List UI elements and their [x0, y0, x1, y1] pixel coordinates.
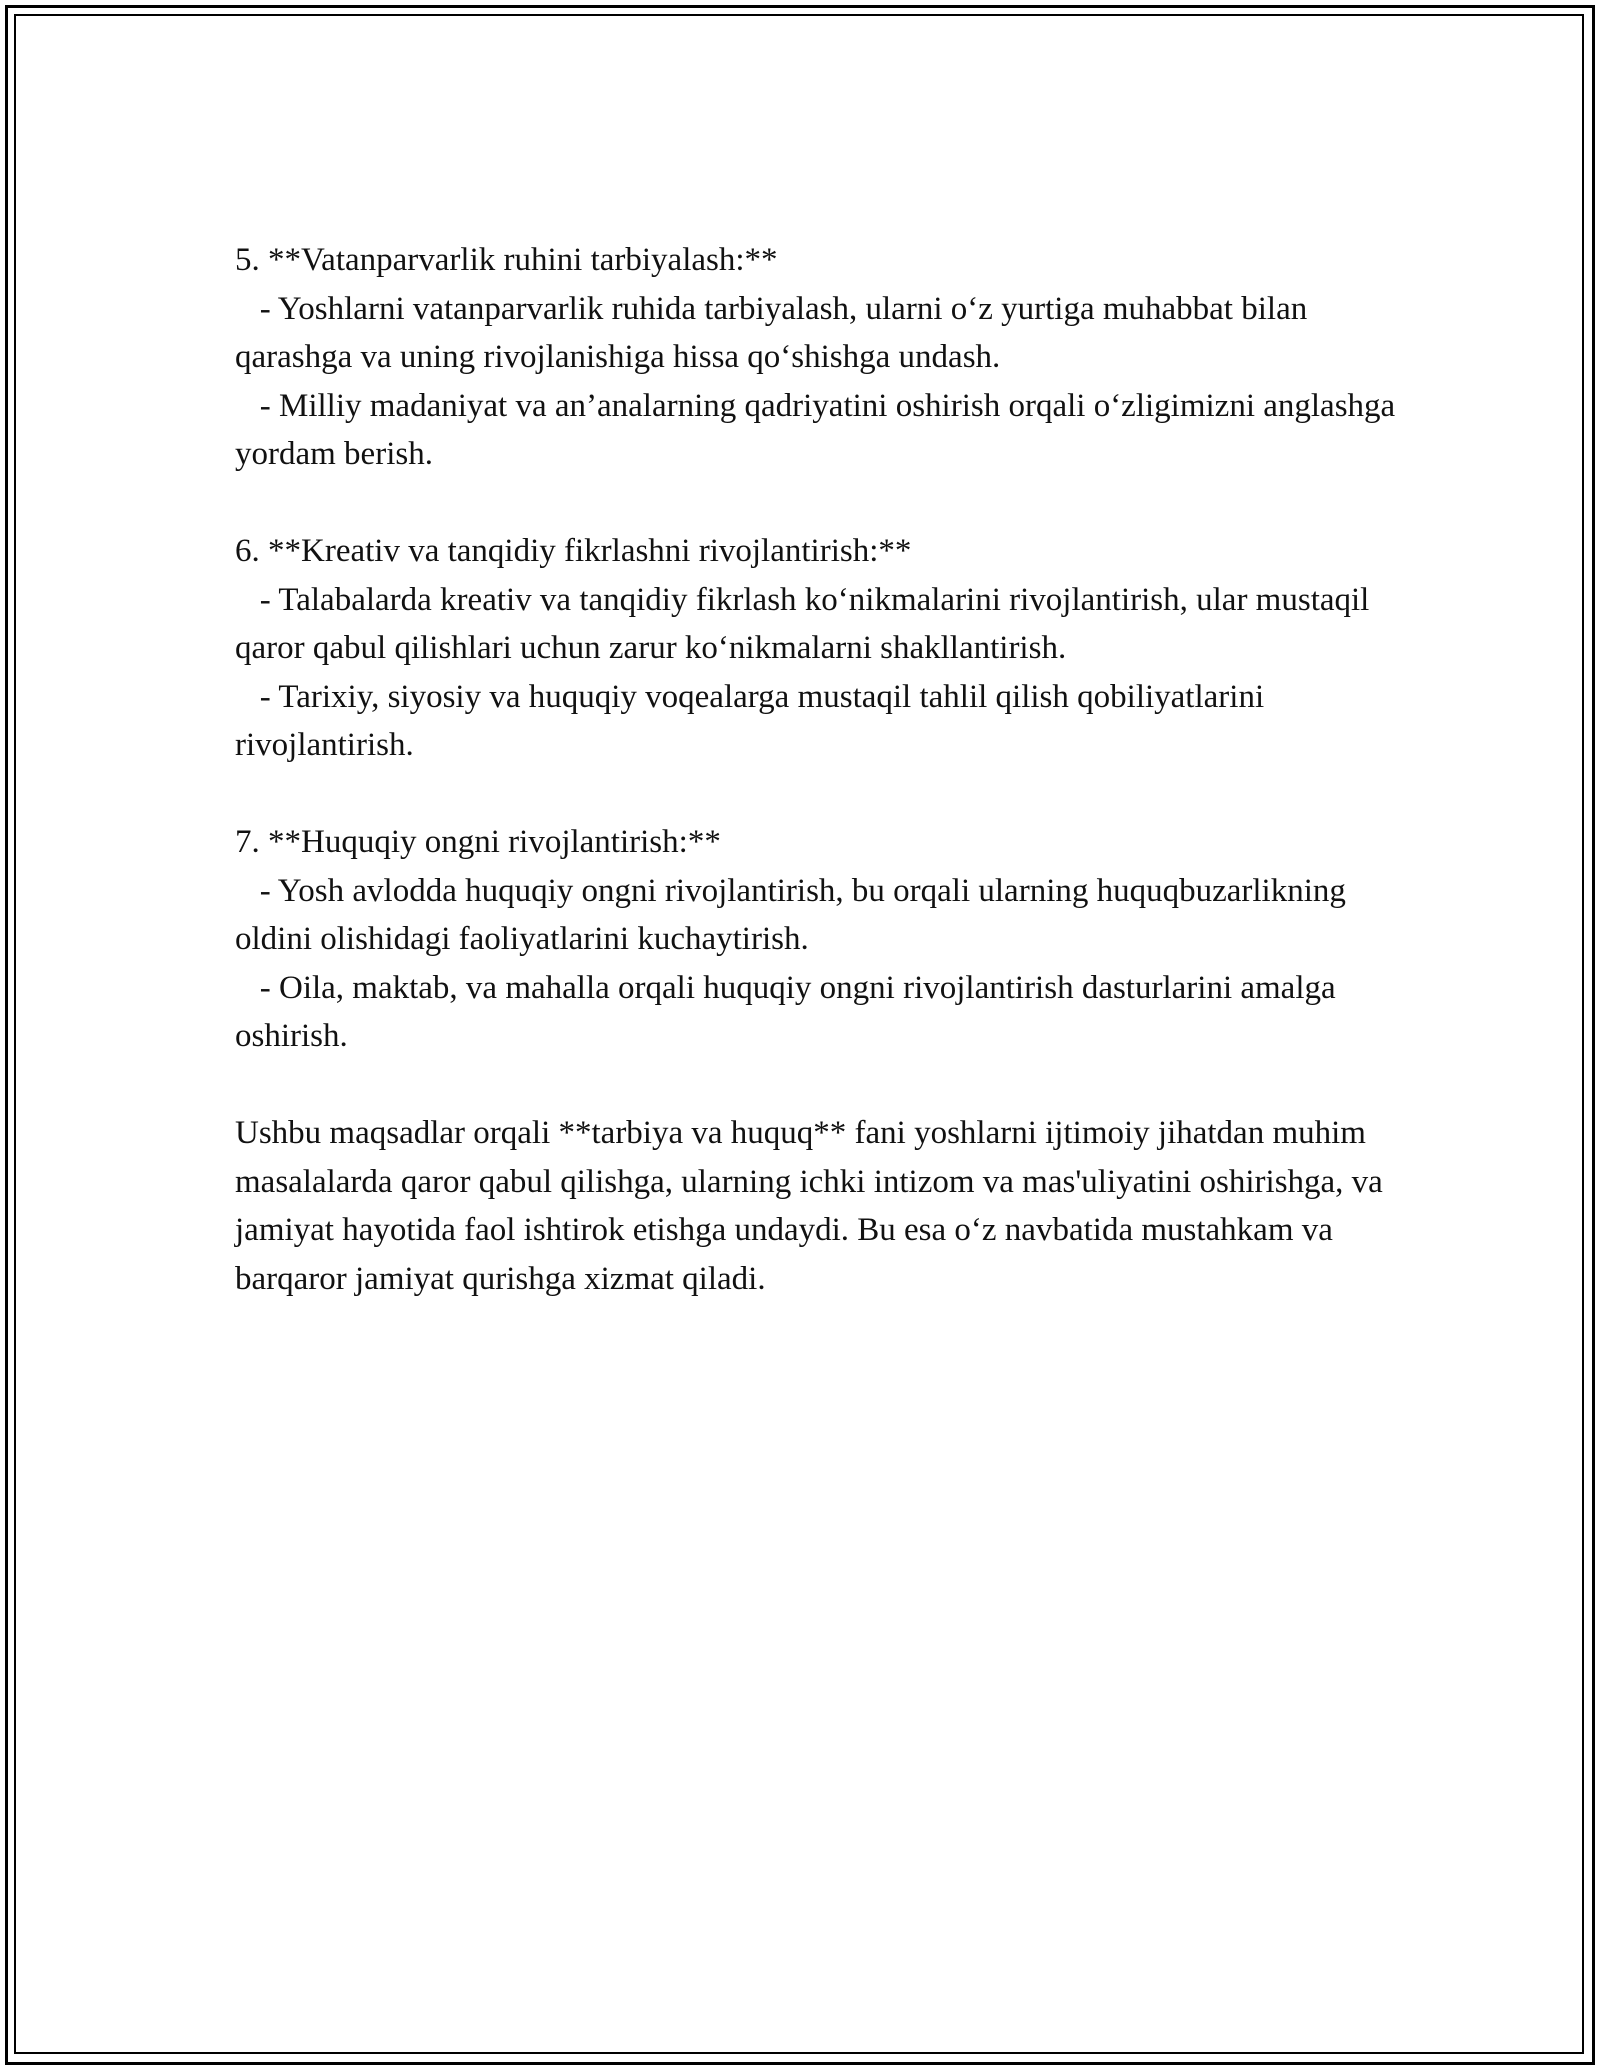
- section-heading: 5. **Vatanparvarlik ruhini tarbiyalash:**: [235, 242, 778, 278]
- list-item: - Yosh avlodda huquqiy ongni rivojlantirish, bu orqali ularning huquqbuzarlikning oldini olishidagi faoliyatlarini kuchaytirish.: [235, 872, 1355, 957]
- section-heading: 6. **Kreativ va tanqidiy fikrlashni rivojlantirish:**: [235, 533, 912, 569]
- list-item: - Milliy madaniyat va an’analarning qadriyatini oshirish orqali o‘zligimizni anglashga yordam berish.: [235, 387, 1404, 472]
- section-heading: 7. **Huquqiy ongni rivojlantirish:**: [235, 824, 721, 860]
- list-item: - Tarixiy, siyosiy va huquqiy voqealarga mustaqil tahlil qilish qobiliyatlarini rivojlantirish.: [235, 678, 1273, 763]
- section-5: [235, 236, 1415, 479]
- list-item: - Yoshlarni vatanparvarlik ruhida tarbiyalash, ularni o‘z yurtiga muhabbat bilan qarashga va uning rivojlanishiga hissa qo‘shishga undash.: [235, 290, 1316, 375]
- conclusion-paragraph: [235, 1109, 1415, 1303]
- section-6: [235, 527, 1415, 770]
- conclusion-text: Ushbu maqsadlar orqali **tarbiya va huquq** fani yoshlarni ijtimoiy jihatdan muhim masalalarda qaror qabul qilishga, ularning ichki intizom va mas'uliyatini oshirishga, va jamiyat hayotida faol ishtirok etishga undaydi. Bu esa o‘z navbatida mustahkam va barqaror jamiyat qurishga xizmat qiladi.: [235, 1115, 1392, 1297]
- section-7: [235, 818, 1415, 1061]
- list-item: - Talabalarda kreativ va tanqidiy fikrlash ko‘nikmalarini rivojlantirish, ular mustaqil qaror qabul qilishlari uchun zarur ko‘nikmalarni shakllantirish.: [235, 581, 1378, 666]
- list-item: - Oila, maktab, va mahalla orqali huquqiy ongni rivojlantirish dasturlarini amalga oshirish.: [235, 969, 1344, 1054]
- document-body: [235, 236, 1415, 1352]
